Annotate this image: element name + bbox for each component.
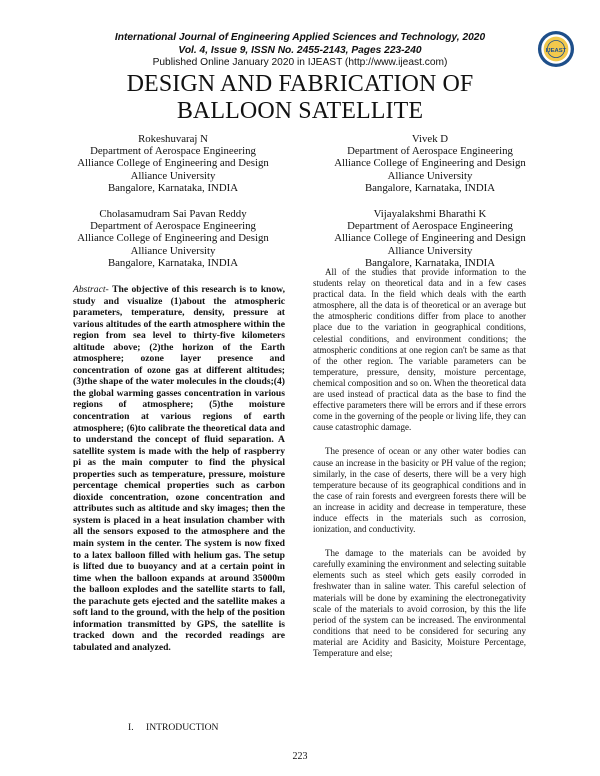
author-block-2 — [312, 133, 548, 194]
author-name: Rokeshuvaraj N — [138, 133, 208, 145]
body-paragraph-3: The damage to the materials can be avoided by carefully examining the environment and selecting suitable elements such as steel which gets easily corroded in freshwater than in saline water. This careful selection of materials will be done by examining the electronegativity scale of the materials to avoid corrosion, by this the life period of the system can be increased. The environmental conditions that need to be considered for securing any material are Acidity and Basicity, Moisture Percentage, Temperature and else; — [313, 548, 526, 658]
author-college: Alliance College of Engineering and Design — [77, 232, 269, 245]
author-university: Alliance University — [130, 244, 216, 257]
abstract-label: Abstract- — [73, 284, 109, 295]
author-university: Alliance University — [387, 169, 473, 182]
paper-title — [40, 71, 560, 125]
logo-text: IJEAST — [545, 47, 567, 54]
section-heading-introduction — [128, 722, 218, 733]
author-department: Department of Aerospace Engineering — [347, 145, 513, 158]
author-block-3 — [55, 208, 291, 269]
abstract-text: The objective of this research is to know, study and visualize (1)about the atmospheric parameters, temperature, density, pressure at various altitudes of the earth atmosphere within the region from sea level to thirty-five kilometers altitude above; (2)the horizon of the Earth atmosphere; ozone layer presence and concentration of ozone gas at different altitudes; (3)the shape of the water molecules in the clouds;(4) the global warming gasses concentration in various regions of atmosphere; (5)the moisture concentration at various regions of earth atmosphere; (6)to calibrate the theoretical data and to understand the concept of fluid separation. A satellite system is made with the help of raspberry pi as the main computer to find the physical properties such as temperature, pressure, moisture percentage chemical properties such as carbon dioxide concentration, ozone concentration and attributes such as altitude and sky images; then the system is placed in a heat insulation chamber with all the sensors exposed to the atmosphere and the main system in the center. The system is now fixed to a latex balloon filled with helium gas. The setup is lifted due to buoyancy and at a certain point in time when the balloon expands at around 35000m the balloon explodes and the satellite starts to fall, the parachute gets ejected and the satellite makes a soft land to the ground, with the help of the position information transmitted by GPS, the satellite is tracked down and the recorded readings are tabulated and analyzed. — [73, 284, 285, 653]
author-location: Bangalore, Karnataka, INDIA — [364, 181, 496, 194]
author-department: Department of Aerospace Engineering — [90, 145, 256, 158]
author-block-1 — [55, 133, 291, 194]
body-paragraph-2: The presence of ocean or any other water bodies can cause an increase in the basicity or PH value of the region; similarly, in the case of deserts, there will be a very high temperature because of its geographical conditions and in the case of rain forests and evergreen forests there will be an increase in acidity and decrease in temperature, these induce effects in the materials such as corrosion, ionization, and conductivity. — [313, 446, 526, 535]
journal-name: International Journal of Engineering Applied Sciences and Technology, 2020 — [114, 32, 486, 43]
title-line-2: BALLOON SATELLITE — [176, 98, 424, 124]
author-department: Department of Aerospace Engineering — [90, 220, 256, 233]
journal-issue: Vol. 4, Issue 9, ISSN No. 2455-2143, Pages 223-240 — [178, 44, 422, 56]
author-college: Alliance College of Engineering and Design — [77, 157, 269, 170]
author-block-4 — [312, 208, 548, 269]
author-university: Alliance University — [130, 169, 216, 182]
author-name: Vivek D — [411, 133, 449, 145]
journal-published: Published Online January 2020 in IJEAST (http://www.ijeast.com) — [152, 57, 448, 69]
page-number: 223 — [292, 751, 308, 762]
section-number: I. — [128, 722, 134, 733]
body-paragraph-1: All of the studies that provide information to the students relay on theoretical data and in a few cases practical data. In the field which deals with the earth atmosphere, all the data is of theoretical or an average but the atmospheric conditions differ from place to another place due to the variation in geographical conditions, celestial conditions, and environment conditions; the atmospheric conditions at one region can't be same as that of the other region. The variable parameters can be temperature, pressure, density, moisture percentage, chemical composition and so on. When the theoretical data are used instead of practical data as the base to find the effective parameters there will be errors and if these errors come in the governing of the people or living life, they can cause catastrophic damage. — [313, 267, 526, 433]
author-location: Bangalore, Karnataka, INDIA — [107, 256, 239, 269]
abstract — [73, 284, 285, 654]
author-college: Alliance College of Engineering and Design — [334, 232, 526, 245]
body-column-right — [313, 267, 526, 659]
ijeast-logo — [537, 30, 575, 68]
author-college: Alliance College of Engineering and Design — [334, 157, 526, 170]
journal-header — [95, 32, 505, 70]
author-university: Alliance University — [387, 244, 473, 257]
title-line-1: DESIGN AND FABRICATION OF — [126, 71, 474, 97]
author-name: Cholasamudram Sai Pavan Reddy — [99, 208, 247, 220]
author-name: Vijayalakshmi Bharathi K — [373, 208, 487, 220]
author-department: Department of Aerospace Engineering — [347, 220, 513, 233]
author-location: Bangalore, Karnataka, INDIA — [364, 256, 496, 269]
author-location: Bangalore, Karnataka, INDIA — [107, 181, 239, 194]
section-title: INTRODUCTION — [146, 722, 219, 733]
